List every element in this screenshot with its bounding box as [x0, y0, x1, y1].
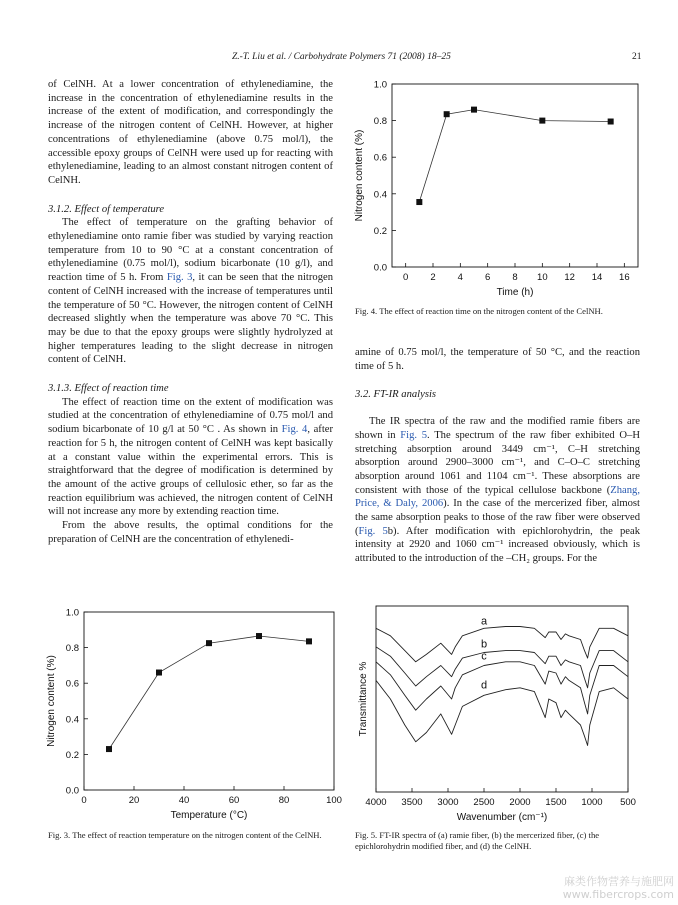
x-tick-label: 3500: [401, 797, 423, 808]
fig4-caption: Fig. 4. The effect of reaction time on the nitrogen content of the CelNH.: [355, 306, 603, 316]
running-title: Z.-T. Liu et al. / Carbohydrate Polymers 71 (2008) 18–25: [232, 52, 451, 62]
watermark: 麻类作物营养与施肥网 www.fibercrops.com: [562, 875, 674, 901]
data-point: [444, 111, 450, 117]
spectrum-line: [376, 662, 628, 714]
x-tick-label: 2000: [509, 797, 531, 808]
data-point: [608, 119, 614, 125]
x-tick-label: 8: [512, 272, 518, 283]
paragraph: From the above results, the optimal conditions for the preparation of CelNH are the concentration of ethylenedi-: [48, 520, 333, 545]
section-heading: 3.1.2. Effect of temperature: [48, 203, 165, 215]
fig4-chart: [350, 72, 650, 304]
y-tick-label: 0.4: [65, 714, 79, 726]
x-axis-label: Temperature (°C): [170, 810, 248, 821]
section-heading: 3.1.3. Effect of reaction time: [48, 383, 169, 395]
spectrum-line: [376, 680, 628, 745]
fig5-chart: [350, 598, 646, 828]
data-point: [416, 199, 422, 205]
x-tick-label: 1500: [545, 797, 567, 808]
data-point: [256, 633, 262, 639]
paragraph: amine of 0.75 mol/l, the temperature of 50 °C, and the reaction time of 5 h.: [355, 347, 640, 372]
y-tick-label: 0.8: [65, 643, 79, 655]
y-tick-label: 1.0: [373, 79, 387, 91]
y-tick-label: 0.4: [373, 189, 387, 201]
right-column: [355, 346, 640, 566]
data-point: [206, 640, 212, 646]
y-tick-label: 0.6: [65, 678, 79, 690]
y-tick-label: 0.0: [373, 262, 387, 274]
figure-link[interactable]: Fig. 5: [400, 429, 428, 441]
y-axis-label: Transmittance %: [358, 661, 369, 737]
series-label: d: [480, 679, 488, 692]
y-axis-label: Nitrogen content (%): [354, 129, 365, 222]
x-tick-label: 6: [485, 272, 491, 283]
x-tick-label: 100: [326, 795, 342, 806]
y-axis-label: Nitrogen content (%): [46, 655, 57, 747]
y-tick-label: 0.2: [373, 225, 387, 237]
plot-frame: [392, 84, 638, 267]
series-label: b: [480, 638, 488, 651]
x-tick-label: 500: [620, 797, 636, 808]
left-column: [48, 78, 333, 547]
data-point: [106, 746, 112, 752]
spectrum-line: [376, 627, 628, 662]
x-tick-label: 4: [457, 272, 463, 283]
series-label: a: [480, 615, 488, 628]
y-tick-label: 0.8: [373, 116, 387, 128]
series-line: [419, 110, 610, 202]
x-axis-label: Wavenumber (cm⁻¹): [456, 812, 548, 823]
x-tick-label: 4000: [365, 797, 387, 808]
y-tick-label: 0.0: [65, 785, 79, 797]
data-point: [471, 107, 477, 113]
paragraph: The effect of temperature on the grafting behavior of ethylenediamine onto ramie fiber was studied by varying reaction temperature from 10 to 90 °C at a constant concentration of ethylenediamine (0.75 mol/l), sodium bicarbonate (10 g/l), and reaction time of 5 h. From Fig. 3, it can be seen that the nitrogen content of CelNH increased with the increase of temperatures until the temperature of 50 °C. However, the nitrogen content of CelNH decreased slightly when the temperature was above 70 °C. This may be due to that the epoxy groups were slightly hydrolyzed at higher temperatures leading to the slight decrease in nitrogen content of CelNH.: [48, 217, 333, 366]
x-tick-label: 20: [128, 795, 140, 806]
x-tick-label: 2500: [473, 797, 495, 808]
plot-frame: [376, 606, 628, 792]
running-header: [0, 52, 678, 66]
x-tick-label: 2: [430, 272, 436, 283]
x-tick-label: 40: [178, 795, 190, 806]
page-number: 21: [632, 52, 642, 62]
x-tick-label: 0: [403, 272, 409, 283]
x-tick-label: 60: [228, 795, 240, 806]
figure-link[interactable]: Fig. 5: [358, 525, 388, 537]
data-point: [306, 638, 312, 644]
paragraph: The effect of reaction time on the extent of modification was studied at the concentration of ethylenediamine of 0.75 mol/l and sodium bicarbonate of 10 g/l at 50 °C . As shown in Fig. 4, after reaction for 5 h, the nitrogen content of CelNH was kept basically at a constant value within the experimental errors. This is straightforward that the degree of modification is determined by the amount of the active groups of cellulosic ether, so far as the reaction equilibrium was achieved, the nitrogen content of CelNH will not increase any more by extending reaction time.: [48, 396, 333, 518]
y-tick-label: 0.6: [373, 152, 387, 164]
section-heading: 3.2. FT-IR analysis: [355, 389, 437, 401]
x-tick-label: 14: [591, 272, 603, 283]
figure-link[interactable]: Fig. 4: [281, 424, 308, 436]
x-tick-label: 3000: [437, 797, 459, 808]
data-point: [539, 118, 545, 124]
x-tick-label: 80: [278, 795, 290, 806]
citation-link[interactable]: Zhang, Price, & Daly, 2006: [355, 484, 640, 510]
paragraph: The IR spectra of the raw and the modified ramie fibers are shown in Fig. 5. The spectrum of the raw fiber exhibited O–H stretching absorption around 3449 cm⁻¹, C–H stretching absorption around 2900–3000 cm⁻¹, and C–O–C stretching absorption around 1061 and 1104 cm⁻¹. These absorptions are consistent with those of the typical cellulose backbone (Zhang, Price, & Daly, 2006). In the case of the mercerized fiber, almost the same absorption peaks to those of the raw fiber were observed (Fig. 5b). After modification with epichlorohydrin, the peak intensity at 2920 and 1060 cm⁻¹ increased obviously, which is attributed to the introduction of the –CH₂ groups. For the: [355, 416, 640, 565]
fig5-caption: Fig. 5. FT-IR spectra of (a) ramie fiber, (b) the mercerized fiber, (c) the epichlorohydrin modified fiber, and (d) the CelNH.: [355, 830, 600, 851]
fig3-caption: Fig. 3. The effect of reaction temperature on the nitrogen content of the CelNH.: [48, 830, 322, 840]
fig3-chart: [48, 600, 346, 828]
x-axis-label: Time (h): [496, 287, 534, 298]
paragraph: of CelNH. At a lower concentration of ethylenediamine, the increase in the concentration of ethylenediamine results in the increase of the extent of modification, and correspondingly the increase of the nitrogen content of CelNH. However, at higher concentrations of ethylenediamine (above 0.75 mol/l), the accessible epoxy groups of CelNH were used up for reacting with ethylenediamine, leading to an almost constant nitrogen content of CelNH.: [48, 79, 333, 186]
series-label: c: [481, 650, 487, 663]
plot-frame: [84, 612, 334, 790]
figure-link[interactable]: Fig. 3: [166, 272, 193, 284]
x-tick-label: 16: [619, 272, 630, 283]
series-line: [109, 636, 309, 749]
y-tick-label: 0.2: [65, 749, 79, 761]
x-tick-label: 10: [537, 272, 548, 283]
x-tick-label: 12: [564, 272, 575, 283]
data-point: [156, 670, 162, 676]
x-tick-label: 1000: [581, 797, 603, 808]
y-tick-label: 1.0: [65, 607, 79, 619]
spectrum-line: [376, 647, 628, 688]
x-tick-label: 0: [81, 795, 87, 806]
